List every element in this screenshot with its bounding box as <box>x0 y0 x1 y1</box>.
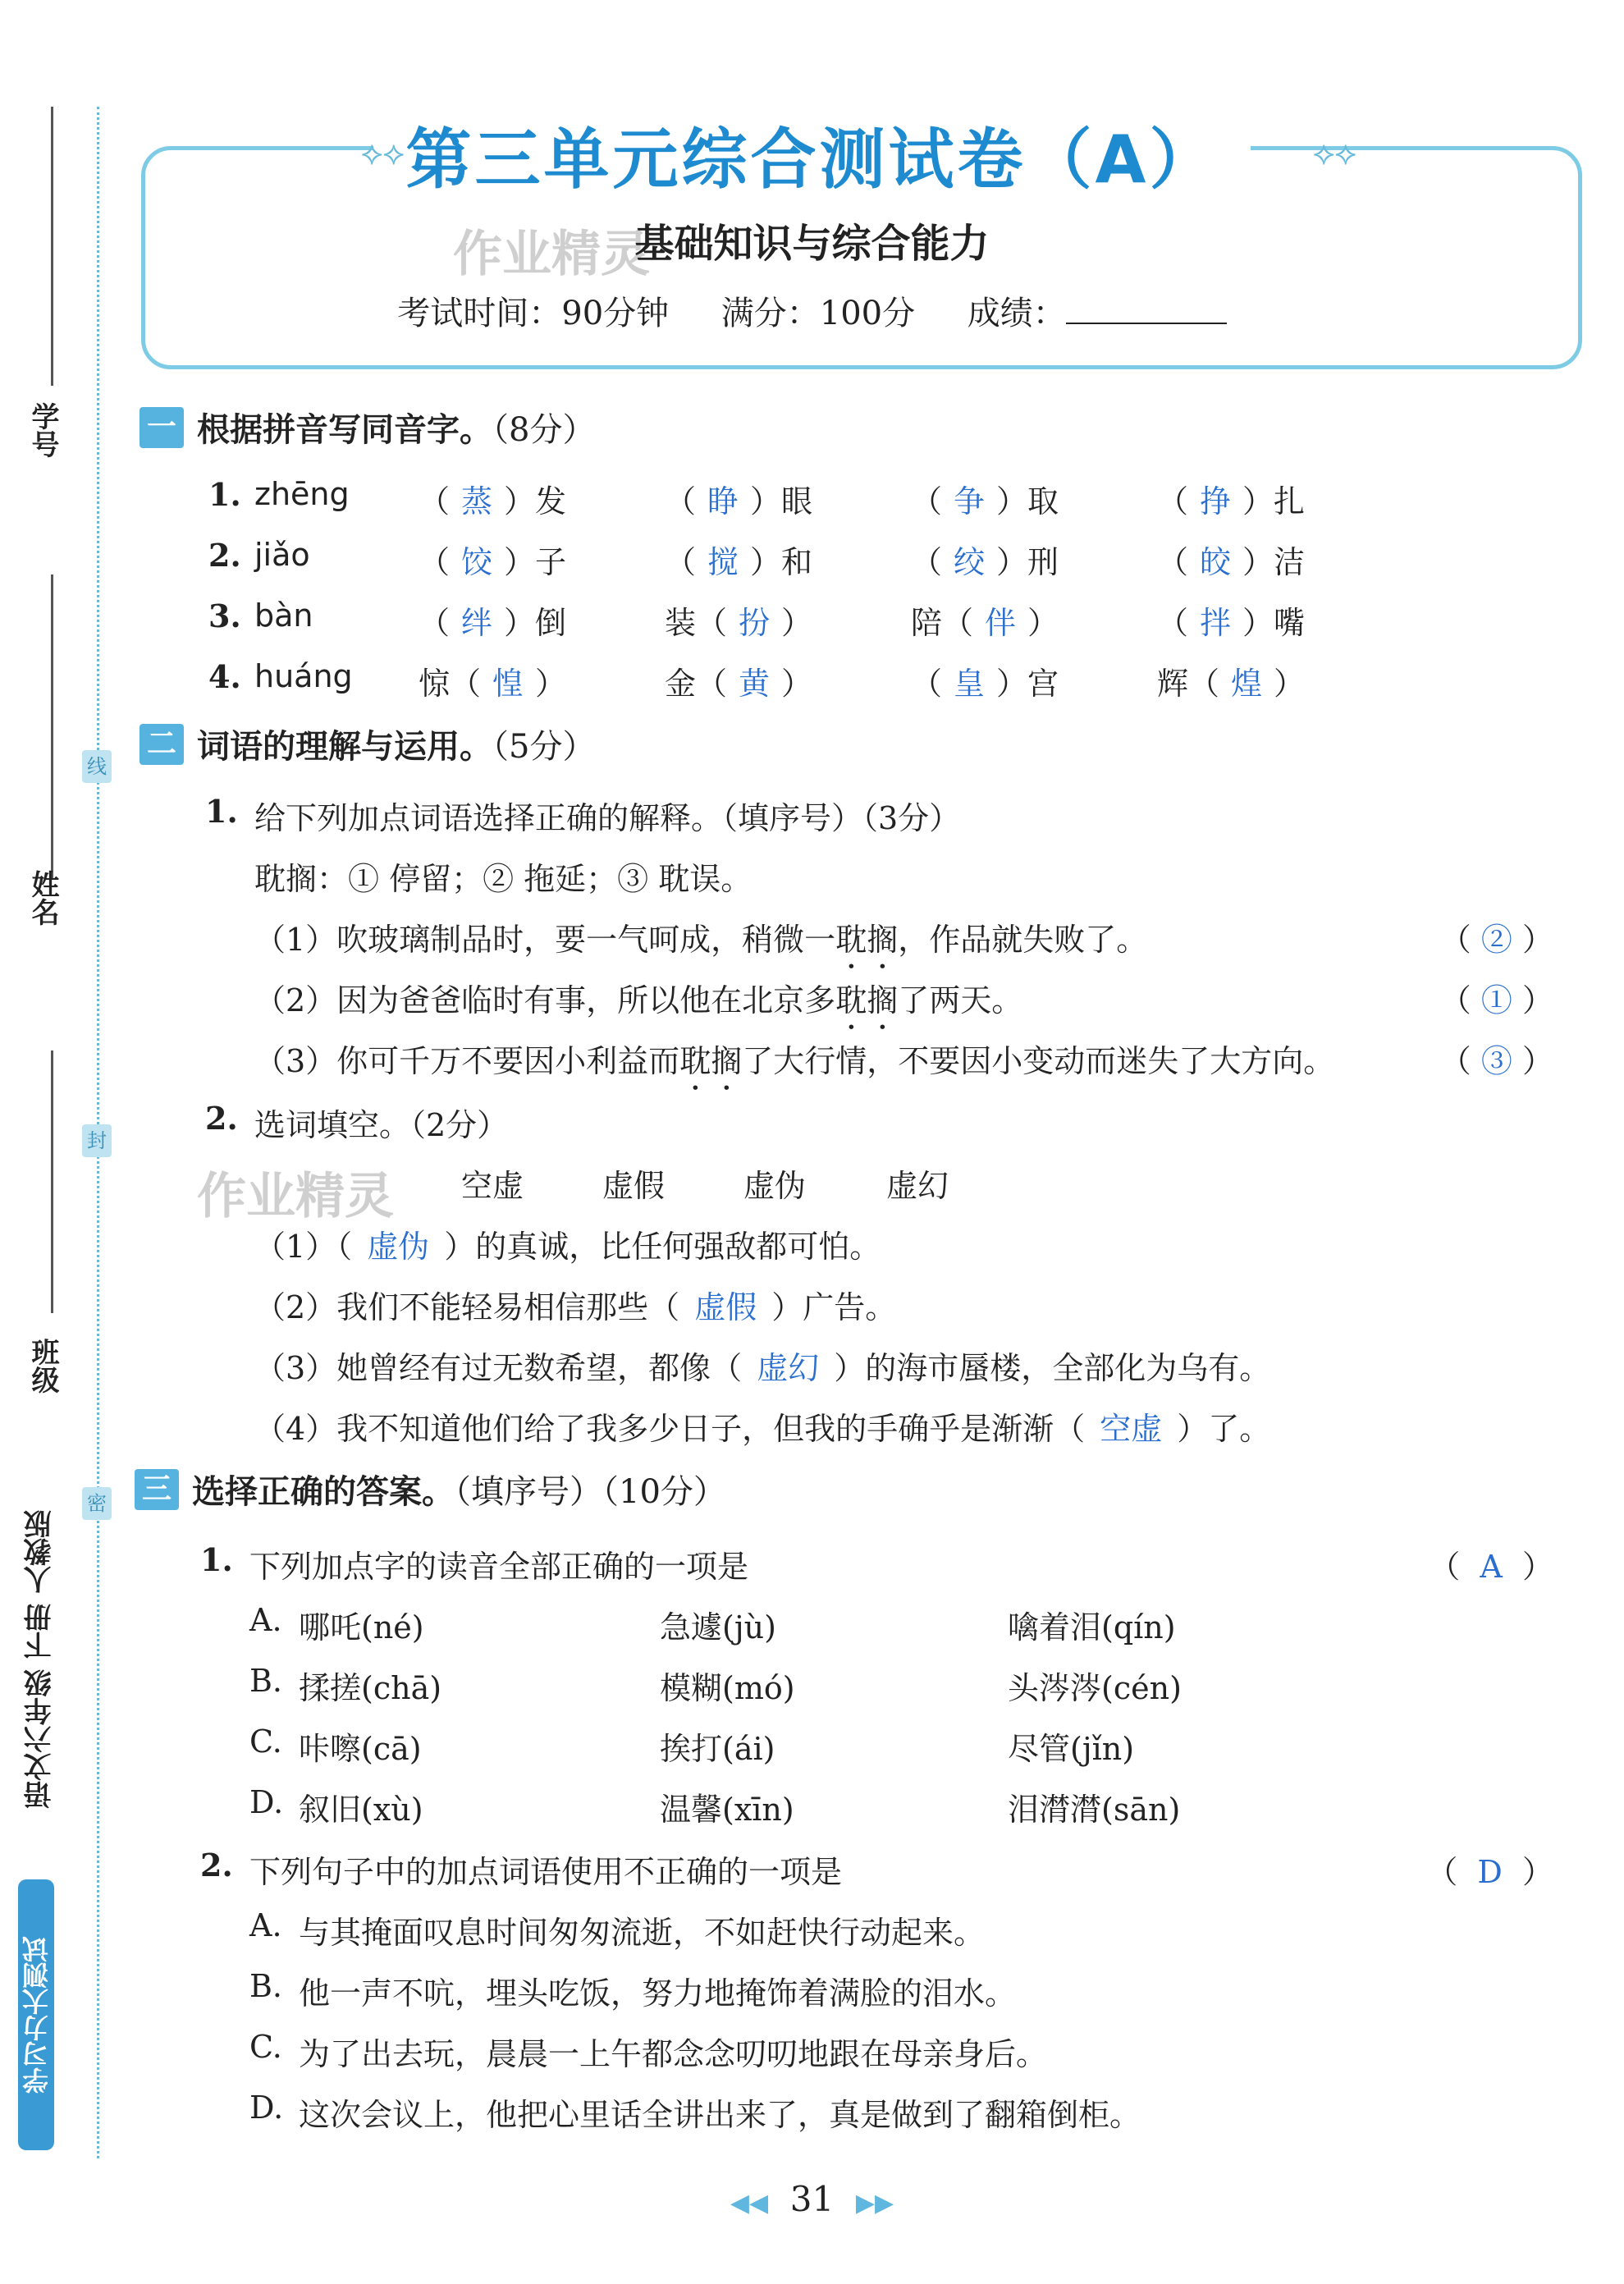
item-text: （1）吹玻璃制品时，要一气呵成，稍微一 <box>254 922 836 958</box>
s3-q1-number: 1. <box>200 1541 233 1578</box>
item-text: 了大行情，不要因小变动而迷失了大方向。 <box>742 1043 1335 1079</box>
s2-q1-definition: 耽搁：① 停留；② 拖延；③ 耽误。 <box>254 861 753 897</box>
s3-q1-stem: 下列加点字的读音全部正确的一项是 <box>249 1549 749 1585</box>
blank-answer[interactable]: 挣 <box>1200 483 1232 520</box>
option-label: A. <box>249 1907 282 1943</box>
option-cell[interactable]: 急遽(jù) <box>660 1609 776 1645</box>
dotted-word: 耽搁 <box>679 1043 743 1079</box>
class-line <box>51 1050 53 1313</box>
pinyin-blank-item <box>419 476 566 521</box>
blank-suffix: ） <box>781 666 813 702</box>
class-label: 班级 <box>26 1338 59 1394</box>
blank-prefix: 惊（ <box>419 666 482 702</box>
blank-suffix: ）取 <box>996 483 1059 520</box>
blank-prefix: （ <box>419 483 451 520</box>
pinyin-text: jiǎo <box>254 537 310 573</box>
pinyin-blank-item <box>419 658 566 703</box>
pinyin-blank-item <box>665 537 812 582</box>
paren: ） <box>1512 1043 1553 1079</box>
cut-mark-seal: 封 <box>82 1124 112 1157</box>
paren: （ <box>1439 982 1481 1018</box>
blank-suffix: ）宫 <box>996 666 1059 702</box>
item-text: ）了。 <box>1177 1411 1271 1447</box>
s2-q2-number: 2. <box>205 1100 238 1137</box>
s3-q2-number: 2. <box>200 1847 233 1883</box>
subtitle: 基础知识与综合能力 <box>634 221 990 267</box>
pinyin-row-number: 4. <box>208 658 241 695</box>
pinyin-blank-item <box>419 597 566 643</box>
blank-answer[interactable]: 绞 <box>954 544 986 580</box>
option-cell[interactable]: 尽管(jǐn) <box>1008 1731 1135 1767</box>
item-answer <box>1440 975 1553 1020</box>
blank-suffix: ）洁 <box>1242 544 1306 580</box>
blank-answer[interactable]: 惶 <box>492 666 524 702</box>
blank-answer[interactable]: 煌 <box>1231 666 1263 702</box>
blank-prefix: （ <box>419 605 451 641</box>
blank-answer[interactable]: 空虚 <box>1100 1411 1163 1447</box>
pinyin-blank-item <box>911 597 1059 643</box>
blank-prefix: （ <box>1157 605 1189 641</box>
item-text: ，作品就失败了。 <box>898 922 1148 958</box>
blank-suffix: ） <box>535 666 567 702</box>
student-id-label: 学号 <box>26 402 59 458</box>
pinyin-blank-item <box>665 658 812 703</box>
item-text: （2）我们不能轻易相信那些（ <box>254 1289 680 1325</box>
pinyin-text: huáng <box>254 658 353 694</box>
name-label: 姓名 <box>26 870 59 926</box>
watermark-2: 作业精灵 <box>197 1168 394 1225</box>
blank-answer[interactable]: 饺 <box>461 544 493 580</box>
item-answer <box>1440 1036 1553 1081</box>
pinyin-row-number: 1. <box>208 476 241 513</box>
option-label: D. <box>249 1784 284 1820</box>
paren: ） <box>1512 922 1553 958</box>
blank-answer[interactable]: 搅 <box>707 544 739 580</box>
blank-suffix: ）眼 <box>750 483 813 520</box>
blank-prefix: （ <box>1157 544 1189 580</box>
fill-blank-item <box>254 1282 896 1327</box>
pinyin-blank-item <box>911 658 1059 703</box>
blank-answer[interactable]: 睁 <box>707 483 739 520</box>
option-cell[interactable]: 哪吒(né) <box>299 1609 424 1645</box>
section-2-icon: 二 <box>140 724 184 765</box>
option-label: B. <box>249 1968 283 2004</box>
cut-mark-line: 线 <box>82 750 112 783</box>
blank-suffix: ） <box>1274 666 1306 702</box>
item-text: （4）我不知道他们给了我多少日子，但我的手确乎是渐渐（ <box>254 1411 1086 1447</box>
blank-prefix: （ <box>665 483 697 520</box>
option-cell[interactable]: 叙旧(xù) <box>299 1792 423 1828</box>
item-text: ）的海市蜃楼，全部化为乌有。 <box>834 1350 1271 1386</box>
section-1-icon: 一 <box>140 407 184 448</box>
blank-prefix: （ <box>911 483 943 520</box>
s2-q2-stem: 选词填空。（2分） <box>254 1107 509 1143</box>
paren: ） <box>1512 982 1553 1018</box>
blank-prefix: （ <box>1157 483 1189 520</box>
item-text: ）的真诚，比任何强敌都可怕。 <box>444 1229 881 1265</box>
section-1-title: 根据拼音写同音字。（8分） <box>197 411 596 449</box>
pinyin-row-number: 3. <box>208 597 241 634</box>
right-decoration-icon: ⟡⟡ <box>1313 135 1356 172</box>
word-bank-item: 空虚 <box>461 1168 524 1204</box>
pinyin-blank-item <box>1157 658 1305 703</box>
paren: （ <box>1439 922 1481 958</box>
blank-answer[interactable]: 黄 <box>739 666 771 702</box>
s3-q2-stem: 下列句子中的加点词语使用不正确的一项是 <box>249 1854 843 1890</box>
blank-prefix: 装（ <box>665 605 728 641</box>
blank-prefix: （ <box>911 666 943 702</box>
option-cell[interactable]: 头涔涔(cén) <box>1008 1670 1182 1706</box>
blank-suffix: ）刑 <box>996 544 1059 580</box>
left-decoration-icon: ⟡⟡ <box>361 135 405 172</box>
option-cell[interactable]: 泪潸潸(sān) <box>1008 1792 1181 1828</box>
book-info: 语文六年级 下册 人教版 <box>24 1510 57 1809</box>
option-text[interactable]: 为了出去玩，晨晨一上午都念念叨叨地跟在母亲身后。 <box>299 2036 1048 2072</box>
definition-item <box>254 1036 1334 1097</box>
word-bank-item: 虚幻 <box>886 1168 949 1204</box>
answer-value[interactable]: ③ <box>1480 1043 1512 1079</box>
blank-prefix: 陪（ <box>911 605 974 641</box>
blank-answer[interactable]: 虚伪 <box>367 1229 430 1265</box>
definition-item <box>254 914 1147 976</box>
option-cell[interactable]: 噙着泪(qín) <box>1008 1609 1176 1645</box>
pinyin-blank-item <box>1157 537 1305 582</box>
option-cell[interactable]: 咔嚓(cā) <box>299 1731 422 1767</box>
option-label: D. <box>249 2089 284 2126</box>
watermark: 作业精灵 <box>453 226 650 283</box>
s3-q2-answer: （ D ） <box>1426 1854 1553 1890</box>
name-line <box>51 574 53 878</box>
blank-suffix: ） <box>781 605 813 641</box>
score-blank[interactable] <box>1066 298 1227 324</box>
answer-value[interactable]: ② <box>1480 922 1512 958</box>
pinyin-blank-item <box>911 537 1059 582</box>
fill-blank-item <box>254 1403 1270 1449</box>
blank-answer[interactable]: 伴 <box>985 605 1017 641</box>
page-footer <box>0 2179 1624 2219</box>
pinyin-blank-item <box>911 476 1059 521</box>
fill-blank-item <box>254 1343 1270 1388</box>
item-text: 了两天。 <box>898 982 1023 1018</box>
cut-mark-secret: 密 <box>82 1487 112 1520</box>
pinyin-blank-item <box>1157 597 1305 643</box>
s3-q1-answer: （ A ） <box>1429 1549 1553 1585</box>
section-3-title: 选择正确的答案。（填序号）（10分） <box>192 1473 726 1511</box>
section-3-icon: 三 <box>135 1469 179 1510</box>
blank-prefix: 辉（ <box>1157 666 1220 702</box>
pinyin-blank-item <box>665 597 812 643</box>
item-text: ）广告。 <box>771 1289 897 1325</box>
page-title: 第三单元综合测试卷（A） <box>0 107 1624 201</box>
blank-suffix: ）子 <box>504 544 567 580</box>
book-brand: 学习力大测试 <box>18 1879 54 2150</box>
s2-q1-number: 1. <box>205 793 238 830</box>
dotted-word: 耽搁 <box>835 982 899 1018</box>
option-label: B. <box>249 1663 283 1699</box>
fill-blank-item <box>254 1221 881 1266</box>
option-cell[interactable]: 温馨(xīn) <box>660 1792 794 1828</box>
blank-answer[interactable]: 虚幻 <box>757 1350 820 1386</box>
option-label: C. <box>249 1723 282 1760</box>
definition-item <box>254 975 1022 1037</box>
option-label: C. <box>249 2029 282 2065</box>
pinyin-blank-item <box>665 476 812 521</box>
item-text: （3）你可千万不要因小利益而 <box>254 1043 680 1079</box>
option-text[interactable]: 这次会议上，他把心里话全讲出来了，真是做到了翻箱倒柜。 <box>299 2097 1141 2133</box>
item-answer <box>1440 914 1553 959</box>
exam-time: 考试时间：90分钟 <box>397 295 670 332</box>
blank-prefix: （ <box>419 544 451 580</box>
prev-arrow-icon: ◀◀ <box>730 2189 769 2218</box>
blank-suffix: ）倒 <box>504 605 567 641</box>
score-label: 成绩： <box>967 295 1066 332</box>
blank-suffix: ）嘴 <box>1242 605 1306 641</box>
option-cell[interactable]: 模糊(mó) <box>660 1670 795 1706</box>
blank-answer[interactable]: 争 <box>954 483 986 520</box>
blank-answer[interactable]: 皎 <box>1200 544 1232 580</box>
pinyin-blank-item <box>1157 476 1305 521</box>
blank-answer[interactable]: 拌 <box>1200 605 1232 641</box>
next-arrow-icon: ▶▶ <box>855 2189 894 2218</box>
blank-suffix: ）发 <box>504 483 567 520</box>
blank-answer[interactable]: 蒸 <box>461 483 493 520</box>
answer-value[interactable]: ① <box>1480 982 1512 1018</box>
option-cell[interactable]: 挨打(ái) <box>660 1731 775 1767</box>
option-cell[interactable]: 揉搓(chā) <box>299 1670 442 1706</box>
blank-prefix: （ <box>665 544 697 580</box>
pinyin-row-number: 2. <box>208 537 241 574</box>
word-bank-item: 虚伪 <box>743 1168 807 1204</box>
exam-info <box>0 287 1624 334</box>
item-text: （1）（ <box>254 1229 353 1265</box>
pinyin-blank-item <box>419 537 566 582</box>
blank-prefix: 金（ <box>665 666 728 702</box>
blank-answer[interactable]: 绊 <box>461 605 493 641</box>
section-2-title: 词语的理解与运用。（5分） <box>197 728 596 766</box>
option-text[interactable]: 与其掩面叹息时间匆匆流逝，不如赶快行动起来。 <box>299 1915 986 1951</box>
blank-prefix: （ <box>911 544 943 580</box>
blank-suffix: ）和 <box>750 544 813 580</box>
blank-suffix: ）扎 <box>1242 483 1306 520</box>
option-label: A. <box>249 1602 282 1638</box>
blank-answer[interactable]: 扮 <box>739 605 771 641</box>
blank-answer[interactable]: 虚假 <box>694 1289 757 1325</box>
blank-suffix: ） <box>1027 605 1059 641</box>
option-text[interactable]: 他一声不吭，埋头吃饭，努力地掩饰着满脸的泪水。 <box>299 1975 1017 2012</box>
item-text: （2）因为爸爸临时有事，所以他在北京多 <box>254 982 836 1018</box>
s2-q1-stem: 给下列加点词语选择正确的解释。（填序号）（3分） <box>254 800 961 836</box>
pinyin-text: zhēng <box>254 476 350 512</box>
dotted-word: 耽搁 <box>835 922 899 958</box>
blank-answer[interactable]: 皇 <box>954 666 986 702</box>
pinyin-text: bàn <box>254 597 313 634</box>
word-bank-item: 虚假 <box>602 1168 666 1204</box>
paren: （ <box>1439 1043 1481 1079</box>
item-text: （3）她曾经有过无数希望，都像（ <box>254 1350 743 1386</box>
full-score: 满分：100分 <box>721 295 916 332</box>
page-number: 31 <box>789 2179 835 2219</box>
